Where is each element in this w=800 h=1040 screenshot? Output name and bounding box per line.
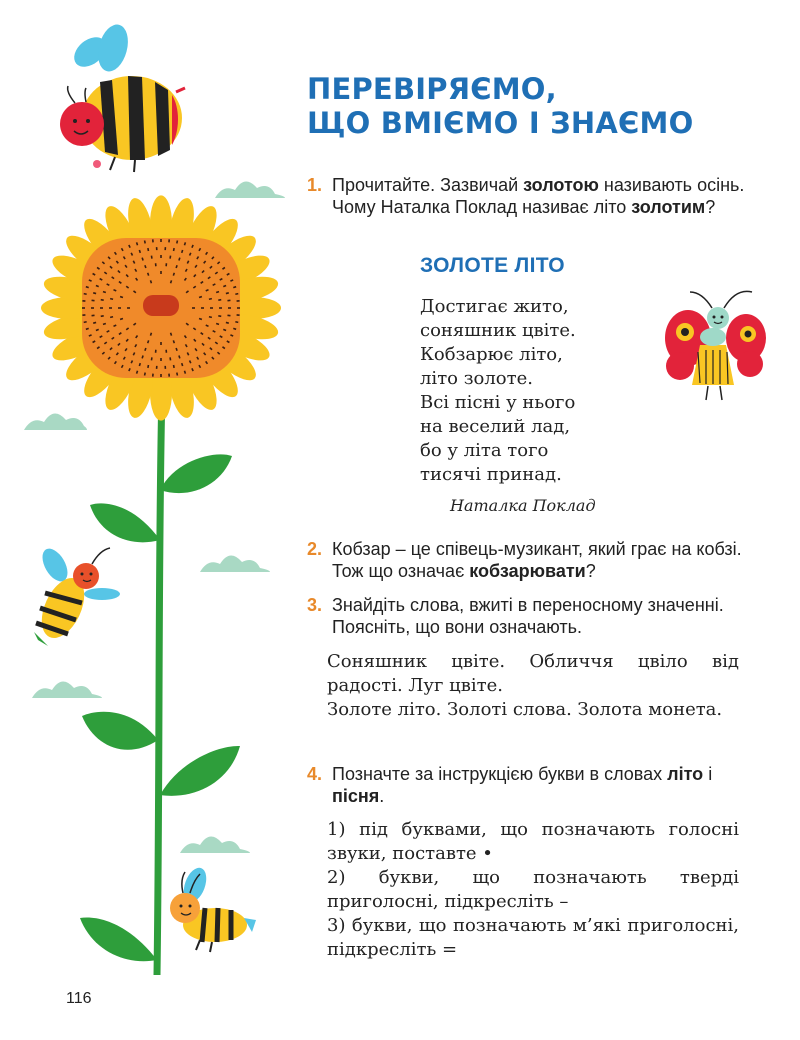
- poem-line: Достигає жито,: [420, 296, 569, 317]
- sunflower-seed: [230, 335, 233, 336]
- sunflower-seed: [103, 292, 106, 293]
- task-text: [307, 174, 747, 218]
- sunflower-seed: [148, 248, 149, 251]
- instruction-item: 1) під буквами, що позначають голосні звуки, поставте •: [327, 819, 739, 864]
- sunflower-seed: [113, 325, 116, 326]
- sunflower-seed: [171, 333, 172, 336]
- sunflower-seed: [137, 242, 138, 245]
- bee-middle: [33, 544, 120, 646]
- sunflower-seed: [150, 280, 151, 283]
- task-4: [307, 763, 747, 807]
- cloud: [24, 413, 87, 430]
- sunflower-seed: [182, 363, 183, 366]
- sunflower-head: [41, 195, 281, 420]
- sunflower-seed: [171, 280, 172, 283]
- sunflower-seed: [129, 368, 130, 371]
- sunflower-seed: [176, 265, 177, 268]
- sunflower-seed: [192, 245, 193, 248]
- sunflower-seed: [174, 248, 175, 251]
- sunflower-seed: [199, 297, 202, 298]
- sunflower-seed: [142, 258, 143, 261]
- task-text: Знайдіть слова, вжиті в переносному значенні. Поясніть, що вони означають.: [332, 595, 724, 637]
- sunflower-seed: [137, 371, 138, 374]
- task-text-part: Прочитайте. Зазвичай: [332, 175, 524, 195]
- sunflower-seed: [174, 365, 175, 368]
- task-text-part: ?: [585, 561, 596, 581]
- section-title-line-1: ПЕРЕВІРЯЄМО,: [307, 72, 557, 106]
- sunflower-seed: [96, 329, 99, 330]
- sunflower-seed: [223, 286, 226, 287]
- task-text-part: .: [379, 786, 385, 806]
- butterfly: [665, 291, 766, 400]
- sunflower-seed: [206, 290, 209, 291]
- sunflower-seed: [86, 328, 89, 329]
- task-2: [307, 538, 747, 582]
- sunflower-seed: [145, 348, 146, 351]
- poem-line: соняшник цвіте.: [420, 320, 576, 341]
- sunflower-seed: [184, 242, 185, 245]
- cloud: [32, 681, 102, 698]
- task-text-bold: золотим: [631, 197, 706, 217]
- task-text-bold: кобзарювати: [469, 561, 586, 581]
- sunflower-seed: [182, 250, 183, 253]
- sunflower-seed: [84, 322, 87, 323]
- task-number: 1.: [307, 175, 323, 195]
- examples: [327, 650, 739, 722]
- sunflower-seed: [84, 294, 87, 295]
- sunflower-seed: [139, 250, 140, 253]
- bee-top: [60, 21, 185, 172]
- sunflower-seed: [93, 293, 96, 294]
- task-number: 4.: [307, 764, 323, 784]
- poem-author: Наталка Поклад: [450, 496, 596, 515]
- sunflower-seed: [173, 340, 174, 343]
- example-paragraph: Золоте літо. Золоті слова. Золота монета.: [327, 699, 723, 720]
- sunflower-seed: [233, 328, 236, 329]
- sunflower-seed: [89, 280, 92, 281]
- sunflower-seed: [179, 258, 180, 261]
- sunflower-seed: [142, 356, 143, 359]
- sunflower-seed: [89, 335, 92, 336]
- task-text-bold: золотою: [523, 175, 599, 195]
- task-3: [307, 594, 747, 638]
- cloud: [180, 836, 250, 853]
- sunflower-seed: [148, 365, 149, 368]
- sunflower-seed: [226, 293, 229, 294]
- task-text: [307, 538, 747, 582]
- sunflower-seed: [110, 299, 113, 300]
- instruction-item: 3) букви, що позначають м’які приголосні, підкресліть =: [327, 915, 739, 960]
- sunflower-seed: [103, 323, 106, 324]
- sunflower-seed: [209, 299, 212, 300]
- task-text: [307, 763, 747, 807]
- sunflower-seed: [184, 371, 185, 374]
- poem-title: ЗОЛОТЕ ЛІТО: [420, 254, 565, 277]
- sunflower-seed: [176, 348, 177, 351]
- sunflower-seed: [206, 325, 209, 326]
- sunflower-seed: [145, 241, 146, 244]
- task-text-bold: пісня: [332, 786, 380, 806]
- sunflower-seed: [93, 322, 96, 323]
- poem-line: тисячі принад.: [420, 464, 562, 485]
- poem-line: літо золоте.: [420, 368, 533, 389]
- task-text-part: Кобзар – це співець-музикант, який грає на кобзі. Тож що означає: [332, 539, 742, 581]
- sunflower-seed: [209, 317, 212, 318]
- poem: [420, 295, 576, 487]
- section-title: [307, 72, 767, 140]
- sunflower-seed: [129, 245, 130, 248]
- sunflower-seed: [96, 286, 99, 287]
- sunflower-stem: [157, 390, 162, 975]
- section-title-line-2: ЩО ВМІЄМО І ЗНАЄМО: [307, 106, 694, 140]
- sunflower-seed: [235, 322, 238, 323]
- task-text-part: і: [703, 764, 713, 784]
- task-text-bold: літо: [667, 764, 704, 784]
- sunflower-seed: [235, 294, 238, 295]
- instruction-item: 2) букви, що позначають тверді приголосні, підкресліть –: [327, 867, 739, 912]
- instructions: [327, 818, 739, 962]
- sunflower-seed: [139, 363, 140, 366]
- sunflower-seed: [216, 323, 219, 324]
- cloud: [215, 181, 285, 198]
- sunflower-seed: [150, 333, 151, 336]
- example-paragraph: Соняшник цвіте. Обличчя цвіло від радості. Луг цвіте.: [327, 651, 739, 696]
- sunflower-seed: [230, 280, 233, 281]
- poem-line: на веселий лад,: [420, 416, 571, 437]
- task-text-part: Позначте за інструкцією букви в словах: [332, 764, 668, 784]
- task-text-part: ?: [705, 197, 716, 217]
- page-number: 116: [66, 990, 92, 1007]
- sunflower-seed: [148, 273, 149, 276]
- task-text-part: називають осінь. Чому Наталка Поклад називає літо: [332, 175, 745, 217]
- sunflower-seed: [223, 329, 226, 330]
- sunflower-seed: [120, 297, 123, 298]
- sunflower-seed: [173, 273, 174, 276]
- sunflower-seed: [192, 368, 193, 371]
- sunflower-seed: [233, 287, 236, 288]
- sunflower-seed: [148, 340, 149, 343]
- poem-line: Кобзарює літо,: [420, 344, 563, 365]
- sunflower-seed: [179, 356, 180, 359]
- sunflower-seed: [145, 265, 146, 268]
- task-number: 3.: [307, 595, 323, 615]
- sunflower-seed: [86, 287, 89, 288]
- sunflower-seed: [177, 241, 178, 244]
- sunflower-seed: [216, 292, 219, 293]
- cloud: [200, 555, 270, 572]
- task-1: [307, 174, 747, 218]
- sunflower-seed: [145, 373, 146, 376]
- sunflower-seed: [113, 290, 116, 291]
- poem-line: Всі пісні у нього: [420, 392, 576, 413]
- sunflower-seed: [110, 317, 113, 318]
- sunflower-seed: [120, 319, 123, 320]
- bee-bottom: [170, 865, 256, 952]
- task-number: 2.: [307, 539, 323, 559]
- sunflower-seed: [177, 373, 178, 376]
- sunflower-seed: [226, 322, 229, 323]
- sunflower-seed: [199, 319, 202, 320]
- poem-line: бо у літа того: [420, 440, 549, 461]
